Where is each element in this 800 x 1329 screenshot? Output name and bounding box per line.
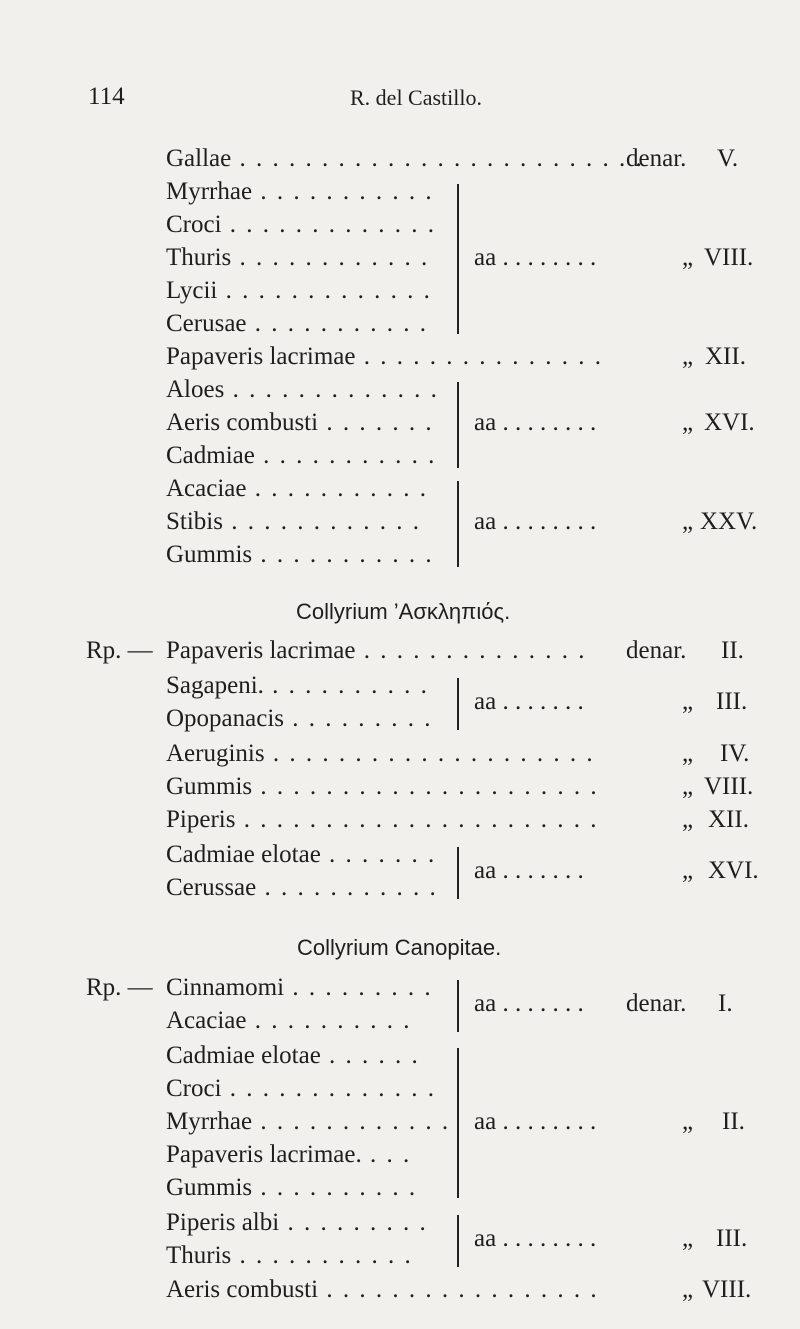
ingredient-name: Opopanacis . . . . . . . . . bbox=[166, 705, 433, 732]
ingredient-name: Gummis . . . . . . . . . . . . . . . . . . . . . bbox=[166, 773, 599, 800]
amount-numeral: XVI. bbox=[704, 409, 755, 436]
section-title: Collyrium Canopitae. bbox=[297, 935, 502, 960]
ingredient-name: Papaveris lacrimae . . . . . . . . . . . . . . . bbox=[166, 343, 603, 370]
ingredient-name: Aeris combusti . . . . . . . . . . . . . . . . . bbox=[166, 1276, 599, 1303]
ingredient-name: Gallae . . . . . . . . . . . . . . . . . . . . . . . . . bbox=[166, 145, 644, 172]
ingredient-name: Sagapeni. . . . . . . . . . . bbox=[166, 672, 429, 699]
amount-numeral: II. bbox=[722, 1108, 745, 1135]
ingredient-name: Papaveris lacrimae. . . . bbox=[166, 1141, 412, 1168]
rp-marker: Rp. — bbox=[86, 974, 153, 1001]
page-number: 114 bbox=[88, 83, 125, 110]
aa-marker: aa . . . . . . . . bbox=[474, 244, 597, 271]
ingredient-name: Papaveris lacrimae . . . . . . . . . . . . . . bbox=[166, 637, 587, 664]
aa-marker: aa . . . . . . . . bbox=[474, 1225, 597, 1252]
amount-numeral: IV. bbox=[720, 740, 750, 767]
ingredient-name: Gummis . . . . . . . . . . . bbox=[166, 541, 434, 568]
grouping-brace bbox=[448, 481, 459, 567]
ingredient-name: Croci . . . . . . . . . . . . . bbox=[166, 1075, 437, 1102]
amount-numeral: VIII. bbox=[702, 1276, 752, 1303]
ingredient-name: Gummis . . . . . . . . . . bbox=[166, 1174, 418, 1201]
ingredient-name: Aloes . . . . . . . . . . . . . bbox=[166, 376, 439, 403]
ingredient-name: Thuris . . . . . . . . . . . bbox=[166, 1242, 413, 1269]
amount-unit: denar. bbox=[626, 990, 687, 1017]
amount-numeral: XII. bbox=[708, 806, 749, 833]
aa-marker: aa . . . . . . . . bbox=[474, 508, 597, 535]
grouping-brace bbox=[448, 1215, 459, 1267]
ingredient-name: Aeruginis . . . . . . . . . . . . . . . . . . . . bbox=[166, 740, 595, 767]
aa-marker: aa . . . . . . . bbox=[474, 990, 584, 1017]
grouping-brace bbox=[448, 847, 459, 899]
grouping-brace bbox=[448, 184, 459, 334]
ingredient-name: Myrrhae . . . . . . . . . . . bbox=[166, 178, 434, 205]
ingredient-name: Cerusae . . . . . . . . . . . bbox=[166, 310, 429, 337]
amount-numeral: VIII. bbox=[704, 773, 754, 800]
ingredient-name: Aeris combusti . . . . . . . bbox=[166, 409, 434, 436]
amount-numeral: V. bbox=[717, 145, 739, 172]
ditto-mark: „ bbox=[682, 773, 694, 800]
amount-numeral: XXV. bbox=[700, 508, 758, 535]
ingredient-name: Cadmiae . . . . . . . . . . . bbox=[166, 442, 437, 469]
ingredient-name: Cadmiae elotae . . . . . . . bbox=[166, 841, 437, 868]
ingredient-name: Cinnamomi . . . . . . . . . bbox=[166, 974, 433, 1001]
ditto-mark: „ bbox=[682, 343, 694, 370]
ditto-mark: „ bbox=[682, 508, 694, 535]
amount-numeral: III. bbox=[716, 1225, 748, 1252]
aa-marker: aa . . . . . . . bbox=[474, 857, 584, 884]
ditto-mark: „ bbox=[682, 1225, 694, 1252]
amount-numeral: III. bbox=[716, 688, 748, 715]
rp-marker: Rp. — bbox=[86, 637, 153, 664]
aa-marker: aa . . . . . . . bbox=[474, 688, 584, 715]
amount-unit: denar. bbox=[626, 637, 687, 664]
grouping-brace bbox=[448, 678, 459, 730]
running-head: R. del Castillo. bbox=[350, 85, 482, 110]
ingredient-name: Stibis . . . . . . . . . . . . bbox=[166, 508, 421, 535]
grouping-brace bbox=[448, 1048, 459, 1198]
amount-numeral: VIII. bbox=[704, 244, 754, 271]
ditto-mark: „ bbox=[682, 1276, 694, 1303]
ingredient-name: Acaciae . . . . . . . . . . bbox=[166, 1007, 412, 1034]
ditto-mark: „ bbox=[682, 740, 694, 767]
ingredient-name: Thuris . . . . . . . . . . . . bbox=[166, 244, 430, 271]
ditto-mark: „ bbox=[682, 806, 694, 833]
ingredient-name: Cerussae . . . . . . . . . . . bbox=[166, 874, 438, 901]
section-title: Collyrium ’Ασκληπιός. bbox=[296, 599, 511, 624]
ditto-mark: „ bbox=[682, 409, 694, 436]
ingredient-name: Acaciae . . . . . . . . . . . bbox=[166, 475, 428, 502]
amount-numeral: II. bbox=[721, 637, 744, 664]
aa-marker: aa . . . . . . . . bbox=[474, 409, 597, 436]
amount-unit: denar. bbox=[626, 145, 687, 172]
ditto-mark: „ bbox=[682, 244, 694, 271]
ingredient-name: Piperis albi . . . . . . . . . bbox=[166, 1209, 428, 1236]
ditto-mark: „ bbox=[682, 857, 694, 884]
amount-numeral: XII. bbox=[705, 343, 746, 370]
grouping-brace bbox=[448, 980, 459, 1032]
ingredient-name: Cadmiae elotae . . . . . . bbox=[166, 1042, 420, 1069]
ingredient-name: Lycii . . . . . . . . . . . . . bbox=[166, 277, 432, 304]
ditto-mark: „ bbox=[682, 1108, 694, 1135]
aa-marker: aa . . . . . . . . bbox=[474, 1108, 597, 1135]
ingredient-name: Myrrhae . . . . . . . . . . . . bbox=[166, 1108, 451, 1135]
amount-numeral: I. bbox=[718, 990, 733, 1017]
ingredient-name: Croci . . . . . . . . . . . . . bbox=[166, 211, 437, 238]
grouping-brace bbox=[448, 382, 459, 468]
ingredient-name: Piperis . . . . . . . . . . . . . . . . . . . . . . bbox=[166, 806, 599, 833]
ditto-mark: „ bbox=[682, 688, 694, 715]
amount-numeral: XVI. bbox=[708, 857, 759, 884]
